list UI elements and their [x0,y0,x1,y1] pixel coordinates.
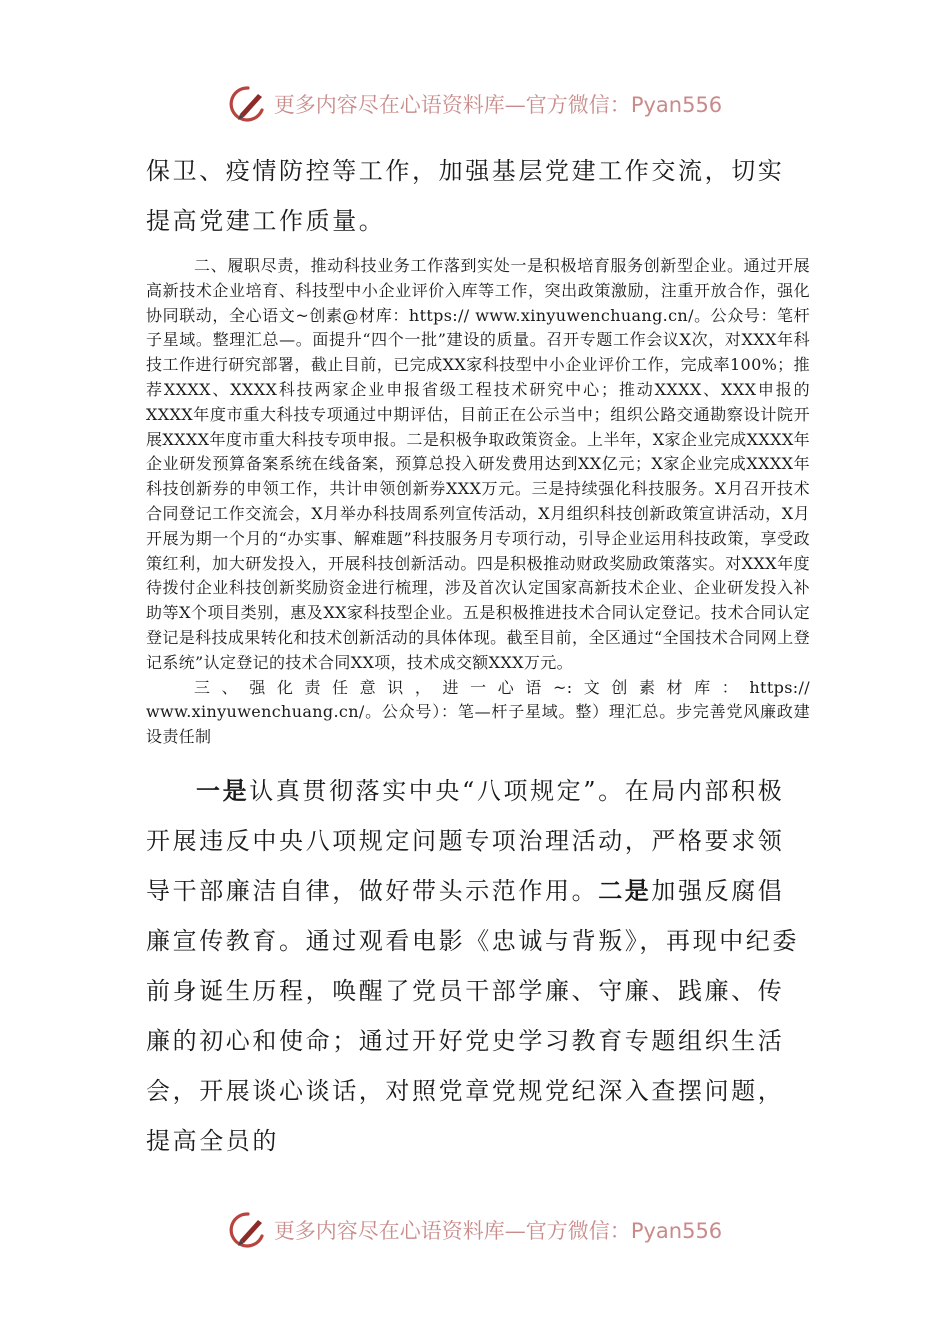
paragraph-section-2: 二、履职尽责，推动科技业务工作落到实处一是积极培育服务创新型企业。通过开展高新技术企业培育、科技型中小企业评价入库等工作，突出政策激励，注重开放合作，强化协同联动，全心语文~创素@材库：https:// www.xinyuwenchuang.cn/。公众号：笔杆子星域。整理汇总—。面提升“四个一批”建设的质量。召开专题工作会议X次，对XXX年科技工作进行研究部署，截止目前，已完成XX家科技型中小企业评价工作，完成率100%；推荐XXXX、XXXX科技两家企业申报省级工程技术研究中心；推动XXXX、XXX申报的XXXX年度市重大科技专项通过中期评估，目前正在公示当中；组织公路交通勘察设计院开展XXXX年度市重大科技专项申报。二是积极争取政策资金。上半年，X家企业完成XXXX年企业研发预算备案系统在线备案，预算总投入研发费用达到XX亿元；X家企业完成XXXX年科技创新券的申领工作，共计申领创新券XXX万元。三是持续强化科技服务。X月召开技术合同登记工作交流会，X月举办科技周系列宣传活动，X月组织科技创新政策宣讲活动，X月开展为期一个月的“办实事、解难题”科技服务月专项行动，引导企业运用科技政策，享受政策红利，加大研发投入，开展科技创新活动。四是积极推动财政奖励政策落实。对XXX年度待拨付企业科技创新奖励资金进行梳理，涉及首次认定国家高新技术企业、企业研发投入补助等X个项目类别，惠及XX家科技型企业。五是积极推进技术合同认定登记。技术合同认定登记是科技成果转化和技术创新活动的具体体现。截至目前，全区通过“全国技术合同网上登记系统”认定登记的技术合同XX项，技术成交额XXX万元。 [146,256,810,672]
pen-circle-logo-icon [228,1210,268,1250]
banner-text: 更多内容尽在心语资料库—官方微信：Pyan556 [273,93,723,117]
paragraph-section-3: 三、强化责任意识，进一心语~:文创素材库：https:// www.xinyuwenchuang.cn/。公众号）：笔—杆子星域。整）理汇总。步完善党风廉政建设责任制 [146,677,810,747]
footer-banner [0,1208,950,1252]
header-banner [0,82,950,126]
pen-circle-logo-icon [228,84,268,124]
paragraph-top: 保卫、疫情防控等工作，加强基层党建工作交流，切实提高党建工作质量。 [146,157,785,235]
banner-text: 更多内容尽在心语资料库—官方微信：Pyan556 [273,1219,723,1243]
paragraph-section-3-body: 一是认真贯彻落实中央“八项规定”。在局内部积极开展违反中央八项规定问题专项治理活动，严格要求领导干部廉洁自律，做好带头示范作用。二是加强反腐倡廉宣传教育。通过观看电影《忠诚与背叛》，再现中纪委前身诞生历程，唤醒了党员干部学廉、守廉、践廉、传廉的初心和使命；通过开好党史学习教育专题组织生活会，开展谈心谈话，对照党章党规党纪深入查摆问题，提高全员的 [146,775,799,1155]
document-body [146,146,810,1166]
